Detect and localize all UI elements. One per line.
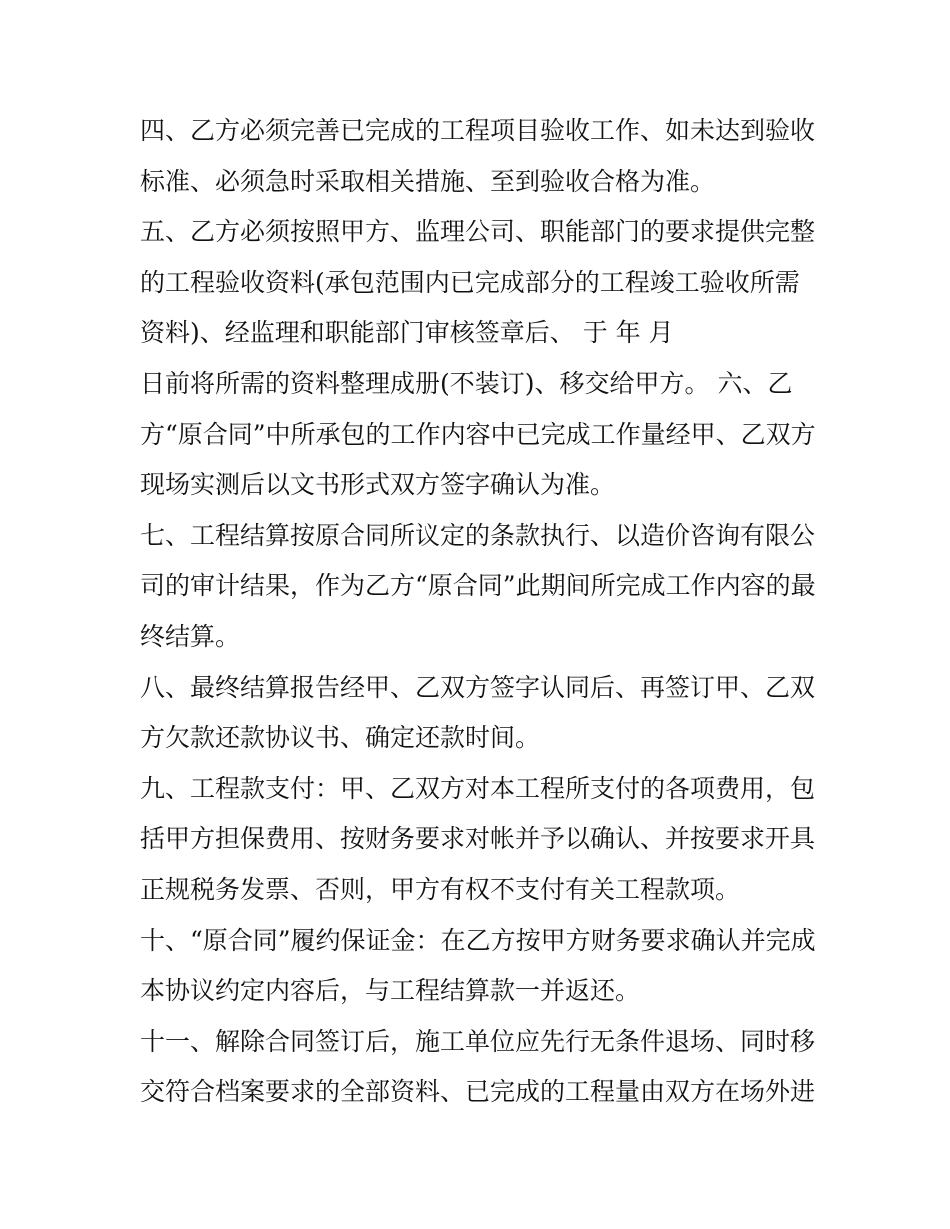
text-line-1: 四、乙方必须完善已完成的工程项目验收工作、如未达到验收 (140, 116, 816, 145)
text-line-20: 交符合档案要求的全部资料、已完成的工程量由双方在场外进 (140, 1077, 816, 1107)
contract-text (140, 106, 815, 1118)
text-line-15: 括甲方担保费用、按财务要求对帐并予以确认、并按要求开具 (140, 824, 816, 854)
text-line-11: 终结算。 (140, 621, 241, 651)
text-line-8: 现场实测后以文书形式双方签字确认为准。 (140, 470, 616, 500)
text-line-17: 十、“原合同”履约保证金：在乙方按甲方财务要求确认并完成 (140, 925, 816, 955)
text-line-12: 八、最终结算报告经甲、乙双方签字认同后、再签订甲、乙双 (140, 672, 816, 702)
text-line-18: 本协议约定内容后，与工程结算款一并返还。 (140, 976, 641, 1006)
text-line-19: 十一、解除合同签订后，施工单位应先行无条件退场、同时移 (140, 1026, 816, 1056)
text-line-5: 资料)、经监理和职能部门审核签章后、 于 年 月 (140, 318, 674, 348)
text-line-13: 方欠款还款协议书、确定还款时间。 (140, 723, 541, 753)
text-line-14: 九、工程款支付：甲、乙双方对本工程所支付的各项费用，包 (140, 773, 816, 803)
text-line-10: 司的审计结果，作为乙方“原合同”此期间所完成工作内容的最 (140, 571, 816, 601)
text-line-16: 正规税务发票、否则，甲方有权不支付有关工程款项。 (140, 874, 741, 904)
text-line-3: 五、乙方必须按照甲方、监理公司、职能部门的要求提供完整 (140, 217, 816, 247)
text-line-9: 七、工程结算按原合同所议定的条款执行、以造价咨询有限公 (140, 520, 816, 550)
text-line-6: 日前将所需的资料整理成册(不装订)、移交给甲方。 六、乙 (140, 368, 793, 398)
text-line-2: 标准、必须急时采取相关措施、至到验收合格为准。 (140, 166, 716, 196)
text-line-4: 的工程验收资料(承包范围内已完成部分的工程竣工验收所需 (140, 267, 800, 297)
text-line-7: 方“原合同”中所承包的工作内容中已完成工作量经甲、乙双方 (140, 419, 816, 449)
